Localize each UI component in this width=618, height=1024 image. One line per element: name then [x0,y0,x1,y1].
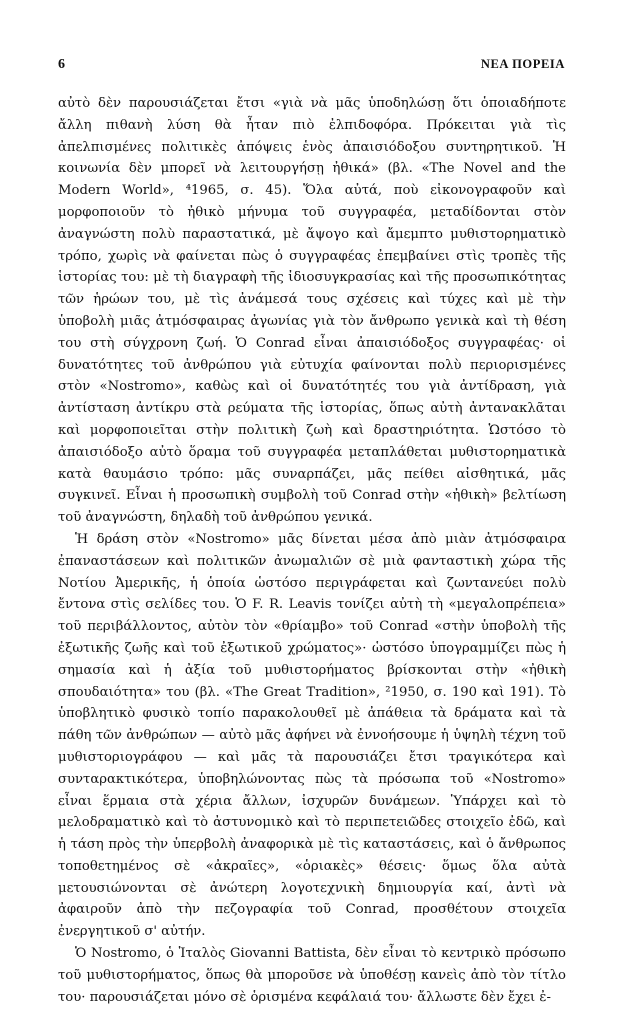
body-text [58,93,566,1008]
running-head: ΝΕΑ ΠΟΡΕΙΑ [480,57,565,71]
paragraph: Ἡ δράση στὸν «Nostromo» μᾶς δίνεται μέσα ἀπὸ μιὰν ἀτμόσφαιρα ἐπαναστάσεων καὶ πολιτικῶν ἀνωμαλιῶν σὲ μιὰ φανταστικὴ χώρα τῆς Νοτίου Ἀμερικῆς, ἡ ὁποία ὡστόσο περιγράφεται καὶ ζωντανεύει πολὺ ἔντονα στὶς σελίδες του. Ὁ F. R. Leavis τονίζει αὐτὴ τὴ «μεγαλοπρέπεια» τοῦ περιβάλλοντος, αὐτὸν τὸν «θρίαμβο» τοῦ Conrad «στὴν ὑποβολὴ τῆς ἐξωτικῆς ζωῆς καὶ τοῦ ἐξωτικοῦ χρώματος»· ὡστόσο ὑπογραμμίζει πὼς ἡ σημασία καὶ ἡ ἀξία τοῦ μυθιστορήματος βρίσκονται στὴν «ἠθικὴ σπουδαιότητα» του (βλ. «The Great Tradition», ²1950, σ. 190 καὶ 191). Τὸ ὑποβλητικὸ φυσικὸ τοπίο παρακολουθεῖ μὲ ἀπάθεια τὰ δράματα καὶ τὰ πάθη τῶν ἀνθρώπων — αὐτὸ μᾶς ἀφήνει νὰ ἐννοήσουμε ἡ ὑψηλὴ τέχνη τοῦ μυθιστοριογράφου — καὶ μᾶς τὰ παρουσιάζει ἔτσι τραγικότερα καὶ συνταρακτικότερα, ὑποβηλώνοντας πὼς τὰ πρόσωπα τοῦ «Nostromo» εἶναι ἕρμαια στὰ χέρια ἄλλων, ἰσχυρῶν δυνάμεων. Ὑπάρχει καὶ τὸ μελοδραματικὸ καὶ τὸ ἀστυνομικὸ καὶ τὸ περιπετειῶδες στοιχεῖο ἐδῶ, καὶ ἡ τάση πρὸς τὴν ὑπερβολὴ ἀναφορικὰ μὲ τὶς καταστάσεις, καὶ ὁ ἄνθρωπος τοποθετημένος σὲ «ἀκραῖες», «ὁριακὲς» θέσεις· ὅμως ὅλα αὐτὰ μετουσιώνονται σὲ ἀνώτερη λογοτεχνικὴ δημιουργία καί, ἀντὶ νὰ ἀφαιροῦν ἀπὸ τὴν πεζογραφία τοῦ Conrad, προσθέτουν στοιχεῖα ἐνεργητικοῦ σ' αὐτήν. [58,531,566,940]
page-header [58,57,565,77]
page-number: 6 [58,57,65,72]
paragraph: αὐτὸ δὲν παρουσιάζεται ἔτσι «γιὰ νὰ μᾶς ὑποδηλώσῃ ὅτι ὁποιαδήποτε ἄλλη πιθανὴ λύση θὰ ἦταν πιὸ ἐλπιδοφόρα. Πρόκειται γιὰ τὶς ἀπελπισμένες πολιτικὲς ἀπόψεις ἑνὸς ἀπαισιόδοξου συντηρητικοῦ. Ἡ κοινωνία δὲν μπορεῖ νὰ λειτουργήσῃ ἠθικά» (βλ. «The Novel and the Modern World», ⁴1965, σ. 45). Ὅλα αὐτά, ποὺ εἰκονογραφοῦν καὶ μορφοποιοῦν τὸ ἠθικὸ μήνυμα τοῦ συγγραφέα, μεταδίδονται στὸν ἀναγνώστη πολὺ παραστατικά, μὲ ἄψογο καὶ ἄμεμπτο μυθιστορηματικὸ τρόπο, χωρὶς νὰ φαίνεται πὼς ὁ συγγραφέας ἐπεμβαίνει στὶς τροπὲς τῆς ἱστορίας του: μὲ τὴ διαγραφὴ τῆς ἰδιοσυγκρασίας καὶ τῆς προσωπικότητας τῶν ἡρώων του, μὲ τὶς ἀνάμεσά τους σχέσεις καὶ τύχες καὶ μὲ τὴν ὑποβολὴ μιᾶς ἀτμόσφαιρας ἀγωνίας γιὰ τὸν ἄνθρωπο γενικὰ καὶ τὴ θέση του στὴ σύγχρονη ζωή. Ὁ Conrad εἶναι ἀπαισιόδοξος συγγραφέας· οἱ δυνατότητες τοῦ ἀνθρώπου γιὰ εὐτυχία φαίνονται πολὺ περιορισμένες στὸν «Nostromo», καθὼς καὶ οἱ δυνατότητές του γιὰ ἀντίδραση, γιὰ ἀντίσταση ἀντίκρυ στὰ ρεύματα τῆς ἱστορίας, ὅπως αὐτὴ ἀντανακλᾶται καὶ μορφοποιεῖται στὴν πολιτικὴ ζωὴ καὶ δραστηριότητα. Ὡστόσο τὸ ἀπαισιόδοξο αὐτὸ ὅραμα τοῦ συγγραφέα μεταπλάθεται μυθιστορηματικὰ κατὰ θαυμάσιο τρόπο: μᾶς συναρπάζει, μᾶς πείθει αἰσθητικά, μᾶς συγκινεῖ. Εἶναι ἡ προσωπικὴ συμβολὴ τοῦ Conrad στὴν «ἠθικὴ» βελτίωση τοῦ ἀναγνώστη, δηλαδὴ τοῦ ἀνθρώπου γενικά. [58,96,566,526]
paragraph: Ὁ Nostromo, ὁ Ἰταλὸς Giovanni Battista, δὲν εἶναι τὸ κεντρικὸ πρόσωπο τοῦ μυθιστορήματος, ὅπως θὰ μποροῦσε νὰ ὑποθέσῃ κανεὶς ἀπὸ τὸν τίτλο του· παρουσιάζεται μόνο σὲ ὁρισμένα κεφάλαιά του· ἄλλωστε δὲν ἔχει ἐ- [58,946,566,1005]
